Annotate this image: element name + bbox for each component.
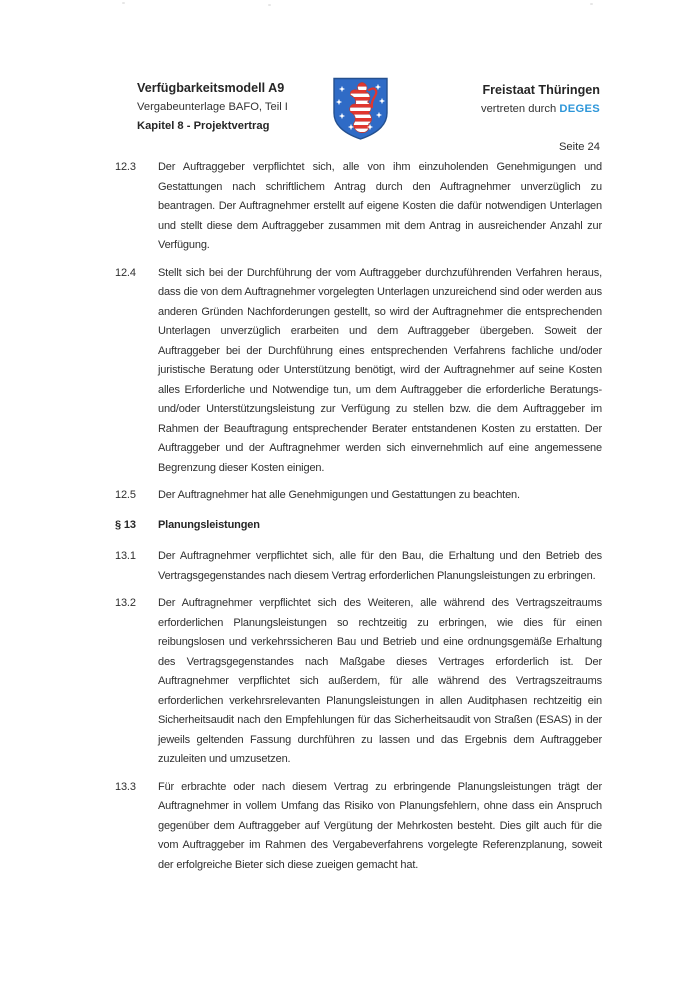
clause-12-4 <box>115 264 602 479</box>
clause-13-1 <box>115 547 602 586</box>
clause-text: Der Auftragnehmer verpflichtet sich, alle für den Bau, die Erhaltung und den Betrieb des Vertragsgegenstandes nach diesem Vertrag erforderlichen Planungsleistungen zu erbringen. <box>158 550 602 582</box>
represented-by-line <box>481 101 600 118</box>
contract-body <box>115 158 602 883</box>
clause-text: Für erbrachte oder nach diesem Vertrag zu erbringende Planungsleistungen trägt der Auftragnehmer in vollem Umfang das Risiko von Planungsfehlern, ohne dass ein Anspruch gegenüber dem Auftraggeber auf Vergütung der Mehrkosten besteht. Dies gilt auch für die vom Auftraggeber im Rahmen des Vergabeverfahrens vorgelegte Referenzplanung, soweit der erfolgreiche Bieter sich diese zueigen gemacht hat. <box>158 780 602 871</box>
scan-artifact <box>268 4 271 6</box>
clause-number: 12.3 <box>115 161 136 173</box>
clause-text: Der Auftraggeber verpflichtet sich, alle von ihm einzuholenden Genehmigungen und Gestattungen nach schriftlichem Antrag durch den Auftragnehmer unverzüglich zu beantragen. Der Auftragnehmer erstellt auf eigene Kosten die dafür notwendigen Unterlagen und stellt diese dem Auftraggeber zusammen mit dem Antrag in ausreichender Anzahl zur Verfügung. <box>158 161 602 251</box>
clause-text: Der Auftragnehmer hat alle Genehmigungen und Gestattungen zu beachten. <box>158 489 520 501</box>
clause-text: Stellt sich bei der Durchführung der vom Auftraggeber durchzuführenden Verfahren heraus, dass die von dem Auftragnehmer vorgelegten Unterlagen unzureichend sind oder werden aus anderen Gründen Nachforderungen gestellt, so wird der Auftragnehmer die entsprechenden Unterlagen unverzüglich erarbeiten und dem Auftraggeber übergeben. Soweit der Auftraggeber bei der Durchführung eines entsprechenden Verfahrens fachliche und/oder juristische Beratung oder Unterstützung benötigt, wird der Auftragnehmer auf seine Kosten alles Erforderliche und Notwendige tun, um dem Auftraggeber die erforderliche Beratungs- und/oder Unterstützungsleistung zur Verfügung zu stellen bzw. die dem Auftraggeber im Rahmen der Beauftragung entsprechender Berater entstandenen Kosten zu erstatten. Der Auftraggeber und der Auftragnehmer werden sich einvernehmlich auf eine angemessene Begrenzung dieser Kosten einigen. <box>158 266 602 474</box>
clause-number: 13.1 <box>115 550 136 562</box>
chapter-title: Kapitel 8 - Projektvertrag <box>137 120 270 132</box>
page-number: Seite 24 <box>558 141 600 153</box>
clause-text: Der Auftragnehmer verpflichtet sich des Weiteren, alle während des Vertragszeitraums erforderlichen Planungsleistungen so rechtzeitig zu erbringen, wie dies für einen reibungslosen und verkehrssicheren Bau und Betrieb und eine ordnungsgemäße Erhaltung des Vertragsgegenstandes nach Maßgabe dieses Vertrages erforderlich ist. Der Auftragnehmer verpflichtet sich außerdem, für alle während des Vertragszeitraums erforderlichen verkehrsrelevanten Planungsleistungen in allen Auditphasen rechtzeitig ein Sicherheitsaudit nach den Empfehlungen für das Sicherheitsaudit von Straßen (ESAS) in der jeweils geltenden Fassung durchführen zu lassen und das Ergebnis dem Auftraggeber zuzuleiten und umzusetzen. <box>158 597 602 765</box>
clause-number: 13.3 <box>115 780 136 793</box>
clause-number: 12.5 <box>115 489 136 501</box>
represented-by-prefix: vertreten durch <box>480 103 560 115</box>
authority-name: Freistaat Thüringen <box>482 83 600 97</box>
document-header-right <box>481 82 600 118</box>
section-13-heading <box>115 516 602 536</box>
deges-link: DEGES <box>559 103 600 115</box>
section-number: § 13 <box>115 518 136 531</box>
coat-of-arms-svg <box>331 76 390 142</box>
clause-12-3 <box>115 158 602 256</box>
clause-12-5 <box>115 486 602 506</box>
section-title: Planungsleistungen <box>158 518 260 531</box>
document-header-left <box>137 80 288 135</box>
scan-artifact <box>122 2 125 4</box>
project-title: Verfügbarkeitsmodell A9 <box>137 81 285 95</box>
document-subtitle: Vergabeunterlage BAFO, Teil I <box>137 101 288 113</box>
clause-13-3 <box>115 778 602 876</box>
clause-number: 13.2 <box>115 597 136 609</box>
thuringia-coat-of-arms-icon <box>331 76 390 142</box>
scan-artifact <box>590 3 593 5</box>
clause-13-2 <box>115 594 602 770</box>
clause-number: 12.4 <box>115 266 136 279</box>
